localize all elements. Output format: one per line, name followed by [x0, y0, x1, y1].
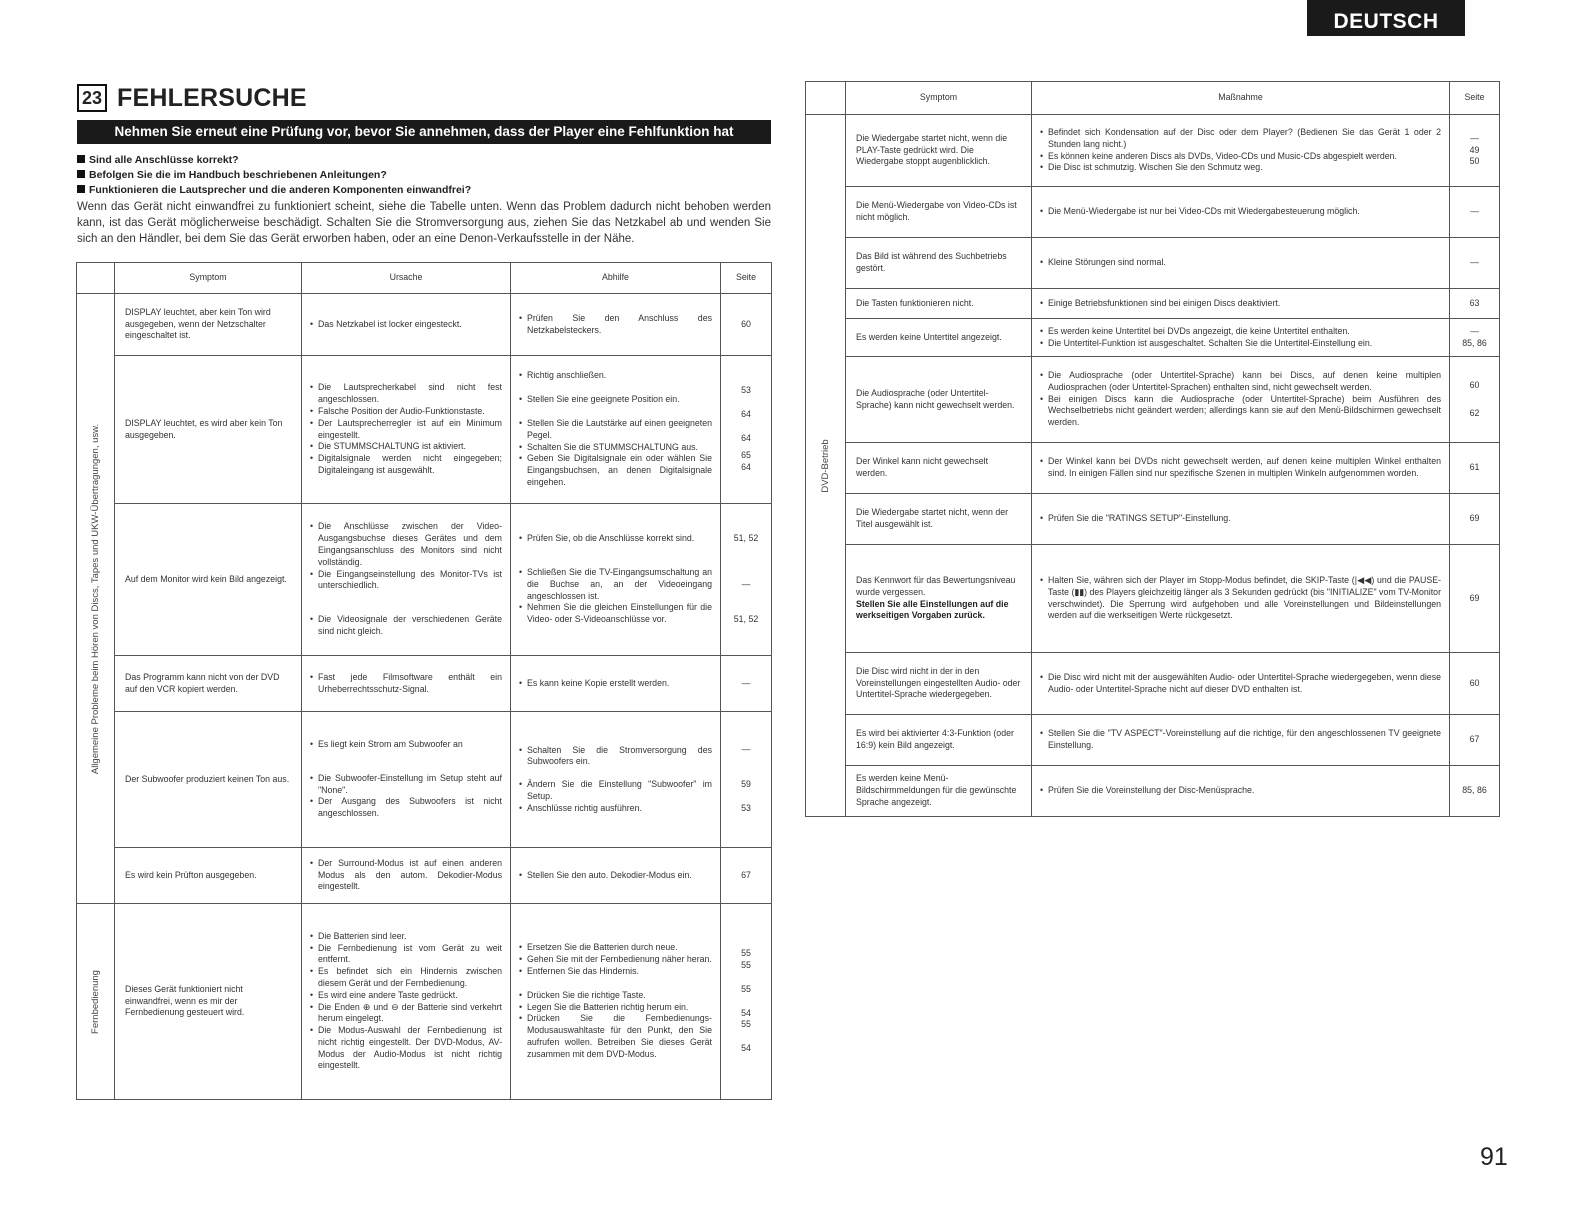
symptom-cell: Die Disc wird nicht in der in den Voreinstellungen eingestellten Audio- oder Untertitel-Sprache wiedergegeben. [846, 653, 1032, 715]
header-measure: Maßnahme [1032, 82, 1450, 115]
page-cell [1450, 715, 1500, 766]
measure-cell [1032, 715, 1450, 766]
page-ref: 60 [1469, 379, 1480, 390]
cause-item: • Fast jede Filmsoftware enthält ein Urheberrechtsschutz-Signal. [310, 672, 502, 696]
table-row [806, 187, 1500, 238]
symptom-cell: Es wird kein Prüfton ausgegeben. [115, 848, 302, 904]
page-cell [1450, 766, 1500, 817]
troubleshooting-table-general [76, 262, 772, 1100]
symptom-cell: DISPLAY leuchtet, aber kein Ton wird ausgegeben, wenn der Netzschalter eingeschaltet ist. [115, 294, 302, 356]
page-ref: 55 [741, 1019, 751, 1030]
cause-cell [302, 356, 511, 504]
table-row [806, 545, 1500, 653]
measure-item: • Die Menü-Wiedergabe ist nur bei Video-CDs mit Wiedergabesteuerung möglich. [1040, 206, 1441, 218]
checklist-item: Sind alle Anschlüsse korrekt? [77, 153, 771, 168]
page-ref: 55 [741, 959, 751, 970]
page-ref: 50 [1469, 156, 1480, 167]
header-cause: Ursache [302, 263, 511, 294]
checklist [77, 153, 771, 198]
measure-cell [1032, 115, 1450, 187]
symptom-cell: Die Tasten funktionieren nicht. [846, 289, 1032, 319]
category-dvd [806, 115, 846, 817]
page-ref: — [741, 677, 751, 688]
symptom-cell [846, 545, 1032, 653]
symptom-cell: Der Winkel kann nicht gewechselt werden. [846, 443, 1032, 494]
page-ref: 85, 86 [1462, 785, 1487, 796]
page-ref: — [1470, 325, 1479, 336]
category-label: DVD-Betrieb [819, 438, 831, 493]
page-ref: 55 [741, 948, 751, 959]
header-page: Seite [1450, 82, 1500, 115]
cause-item: • Der Surround-Modus ist auf einen anderen Modus als den autom. Dekodier-Modus eingestellt. [310, 858, 502, 893]
measure-item: • Prüfen Sie die Voreinstellung der Disc-Menüsprache. [1040, 785, 1441, 797]
page-ref: — [1470, 206, 1479, 217]
remedy-cell [511, 356, 721, 504]
category-general [77, 294, 115, 904]
cause-item: • Die Videosignale der verschiedenen Geräte sind nicht gleich. [310, 614, 502, 638]
measure-item: • Prüfen Sie die "RATINGS SETUP"-Einstellung. [1040, 513, 1441, 525]
table-row [806, 653, 1500, 715]
cause-item: • Es liegt kein Strom am Subwoofer an [310, 739, 502, 751]
remedy-item: • Gehen Sie mit der Fernbedienung näher heran. [519, 954, 712, 966]
cause-item: • Falsche Position der Audio-Funktionstaste. [310, 406, 502, 418]
remedy-item: • Legen Sie die Batterien richtig herum ein. [519, 1002, 712, 1014]
symptom-cell: Es werden keine Menü-Bildschirmmeldungen für die gewünschte Sprache angezeigt. [846, 766, 1032, 817]
cause-cell [302, 656, 511, 712]
measure-cell [1032, 357, 1450, 443]
measure-cell [1032, 289, 1450, 319]
cause-item: • Die Modus-Auswahl der Fernbedienung ist nicht richtig eingestellt. Der DVD-Modus, AV-Modus der Audio-Modus ist nicht richtig eingestellt. [310, 1025, 502, 1072]
category-label: Allgemeine Probleme beim Hören von Discs, Tapes und UKW-Übertragungen, usw. [89, 423, 101, 774]
page-number: 91 [1480, 1143, 1508, 1171]
page-cell [721, 356, 772, 504]
page-ref: 55 [741, 983, 751, 994]
page-ref: 67 [741, 869, 751, 880]
remedy-item: • Schließen Sie die TV-Eingangsumschaltung an die Buchse an, an der Videoeingang angeschlossen ist. [519, 567, 712, 602]
measure-item: • Die Untertitel-Funktion ist ausgeschaltet. Schalten Sie die Untertitel-Einstellung ein. [1040, 338, 1441, 350]
table-row [77, 656, 772, 712]
page-ref: 54 [741, 1007, 751, 1018]
remedy-item: • Nehmen Sie die gleichen Einstellungen für die Video- oder S-Videoanschlüsse vor. [519, 602, 712, 626]
remedy-item: • Stellen Sie den auto. Dekodier-Modus ein. [519, 870, 712, 882]
remedy-cell [511, 294, 721, 356]
remedy-item: • Prüfen Sie, ob die Anschlüsse korrekt sind. [519, 533, 712, 545]
cause-item: • Die Enden ⊕ und ⊖ der Batterie sind verkehrt herum eingelegt. [310, 1002, 502, 1026]
measure-item: • Die Disc wird nicht mit der ausgewählten Audio- oder Untertitel-Sprache wiedergegeben, wenn diese Audio- oder Untertitel-Sprache nicht auf dieser DVD enthalten ist. [1040, 672, 1441, 696]
symptom-cell: Das Programm kann nicht von der DVD auf den VCR kopiert werden. [115, 656, 302, 712]
page-cell [721, 848, 772, 904]
intro-paragraph: Wenn das Gerät nicht einwandfrei zu funktioniert scheint, siehe die Tabelle unten. Wenn das Problem dadurch nicht behoben werden kann, ist das Gerät möglicherweise beschädigt. Schalten Sie die Stromversorgung aus, ziehen Sie das Netzkabel ab und wenden Sie sich an den Händler, bei dem Sie das Gerät erworben haben, oder an eine Denon-Verkaufsstelle in der Nähe. [77, 201, 771, 245]
table-row [806, 494, 1500, 545]
page-cell [1450, 357, 1500, 443]
measure-cell [1032, 319, 1450, 357]
language-tab: DEUTSCH [1307, 0, 1465, 36]
measure-cell [1032, 187, 1450, 238]
page-cell [1450, 187, 1500, 238]
remedy-item: • Stellen Sie eine geeignete Position ein. [519, 394, 712, 406]
page-ref: 59 [741, 779, 751, 790]
remedy-item: • Anschlüsse richtig ausführen. [519, 803, 712, 815]
page-ref: — [1470, 257, 1479, 268]
page-ref: — [1470, 132, 1479, 143]
measure-item: • Bei einigen Discs kann die Audiosprache (oder Untertitel-Sprache) beim Ausführen des Wechselbetriebs nicht geändert werden; allerdings kann sie auf den Menü-Bildschirmen gewechselt werden. [1040, 394, 1441, 429]
measure-item: • Die Audiosprache (oder Untertitel-Sprache) kann bei Discs, auf denen keine multiplen Audiosprachen (oder Untertitel-Sprachen) enthalten sind, nicht gewechselt werden. [1040, 370, 1441, 394]
cause-item: • Es befindet sich ein Hindernis zwischen diesem Gerät und der Fernbedienung. [310, 966, 502, 990]
page-ref: 62 [1469, 407, 1480, 418]
cause-item: • Es wird eine andere Taste gedrückt. [310, 990, 502, 1002]
symptom-text: Das Kennwort für das Bewertungsniveau wurde vergessen. [856, 574, 1016, 597]
table-header-row [77, 263, 772, 294]
page-ref: 64 [741, 462, 751, 473]
page-cell [1450, 653, 1500, 715]
category-remote [77, 904, 115, 1100]
table-row [806, 357, 1500, 443]
cause-cell [302, 904, 511, 1100]
page-title: FEHLERSUCHE [117, 83, 307, 112]
page-ref: 53 [741, 802, 751, 813]
page-ref: 63 [1469, 297, 1480, 308]
page-ref: 60 [741, 318, 751, 329]
page-ref: 69 [1469, 513, 1480, 524]
symptom-cell: Auf dem Monitor wird kein Bild angezeigt. [115, 504, 302, 656]
measure-cell [1032, 653, 1450, 715]
measure-item: • Befindet sich Kondensation auf der Disc oder dem Player? (Bedienen Sie das Gerät 1 oder 2 Stunden lang nicht.) [1040, 127, 1441, 151]
measure-cell [1032, 766, 1450, 817]
measure-item: • Stellen Sie die "TV ASPECT"-Voreinstellung auf die richtige, für den angeschlossenen TV geeignete Einstellung. [1040, 728, 1441, 752]
checklist-item: Befolgen Sie die im Handbuch beschriebenen Anleitungen? [77, 168, 771, 183]
measure-item: • Der Winkel kann bei DVDs nicht gewechselt werden, auf denen keine multiplen Winkel enthalten sind. In einigen Fällen sind nur spezifische Szenen in multiplen Winkeln aufgenommen worden. [1040, 456, 1441, 480]
symptom-cell: Das Bild ist während des Suchbetriebs gestört. [846, 238, 1032, 289]
symptom-cell: Die Wiedergabe startet nicht, wenn die PLAY-Taste gedrückt wird. Die Wiedergabe stoppt augenblicklich. [846, 115, 1032, 187]
table-row [77, 504, 772, 656]
measure-item: • Einige Betriebsfunktionen sind bei einigen Discs deaktiviert. [1040, 298, 1441, 310]
remedy-item: • Geben Sie Digitalsignale ein oder wählen Sie Eingangsbuchsen, an denen Digitalsignale eingehen. [519, 453, 712, 488]
table-row [806, 443, 1500, 494]
table-header-row [806, 82, 1500, 115]
cause-cell [302, 848, 511, 904]
category-label: Fernbedienung [89, 969, 101, 1034]
page-cell [1450, 319, 1500, 357]
remedy-item: • Ersetzen Sie die Batterien durch neue. [519, 942, 712, 954]
page-ref: 60 [1469, 677, 1480, 688]
remedy-item: • Schalten Sie die Stromversorgung des Subwoofers ein. [519, 745, 712, 769]
remedy-item: • Schalten Sie die STUMMSCHALTUNG aus. [519, 442, 712, 454]
cause-item: • Die Lautsprecherkabel sind nicht fest angeschlossen. [310, 382, 502, 406]
header-symptom: Symptom [115, 263, 302, 294]
remedy-item: • Drücken Sie die richtige Taste. [519, 990, 712, 1002]
page-cell [1450, 289, 1500, 319]
symptom-cell: DISPLAY leuchtet, es wird aber kein Ton ausgegeben. [115, 356, 302, 504]
remedy-item: • Stellen Sie die Lautstärke auf einen geeigneten Pegel. [519, 418, 712, 442]
page-ref: — [741, 744, 751, 755]
measure-cell [1032, 545, 1450, 653]
symptom-cell: Die Menü-Wiedergabe von Video-CDs ist nicht möglich. [846, 187, 1032, 238]
symptom-reset-note: Stellen Sie alle Einstellungen auf die werkseitigen Vorgaben zurück. [856, 598, 1009, 621]
remedy-item: • Es kann keine Kopie erstellt werden. [519, 678, 712, 690]
table-row [77, 712, 772, 848]
header-page: Seite [721, 263, 772, 294]
cause-item: • Digitalsignale werden nicht eingegeben; Digitaleingang ist ausgewählt. [310, 453, 502, 477]
measure-item: • Es werden keine Untertitel bei DVDs angezeigt, die keine Untertitel enthalten. [1040, 326, 1441, 338]
page-cell [1450, 238, 1500, 289]
remedy-item: • Richtig anschließen. [519, 370, 712, 382]
table-row [77, 848, 772, 904]
page-ref: 64 [741, 408, 751, 419]
page-cell [1450, 545, 1500, 653]
header-remedy: Abhilfe [511, 263, 721, 294]
warning-banner: Nehmen Sie erneut eine Prüfung vor, bevor Sie annehmen, dass der Player eine Fehlfunktion hat [77, 120, 771, 144]
symptom-cell: Dieses Gerät funktioniert nicht einwandfrei, wenn es mir der Fernbedienung gesteuert wird. [115, 904, 302, 1100]
cause-item: • Die Subwoofer-Einstellung im Setup steht auf "None". [310, 773, 502, 797]
cause-cell [302, 504, 511, 656]
header-category [77, 263, 115, 294]
remedy-cell [511, 848, 721, 904]
page-cell [721, 904, 772, 1100]
measure-item: • Es können keine anderen Discs als DVDs, Video-CDs und Music-CDs abgespielt werden. [1040, 151, 1441, 163]
cause-item: • Das Netzkabel ist locker eingesteckt. [310, 319, 502, 331]
page-ref: 67 [1469, 734, 1480, 745]
page-ref: 51, 52 [733, 614, 759, 625]
remedy-cell [511, 712, 721, 848]
cause-item: • Die Eingangseinstellung des Monitor-TVs ist unterschiedlich. [310, 569, 502, 593]
table-row [806, 319, 1500, 357]
page-ref: 51, 52 [733, 532, 759, 543]
symptom-cell: Die Audiosprache (oder Untertitel-Sprache) kann nicht gewechselt werden. [846, 357, 1032, 443]
cause-cell [302, 712, 511, 848]
symptom-cell: Es wird bei aktivierter 4:3-Funktion (oder 16:9) kein Bild angezeigt. [846, 715, 1032, 766]
cause-item: • Der Lautsprecherregler ist auf ein Minimum eingestellt. [310, 418, 502, 442]
page-ref: 69 [1469, 592, 1480, 603]
cause-item: • Der Ausgang des Subwoofers ist nicht angeschlossen. [310, 796, 502, 820]
measure-cell [1032, 443, 1450, 494]
page-cell [721, 504, 772, 656]
cause-item: • Die STUMMSCHALTUNG ist aktiviert. [310, 441, 502, 453]
page-cell [721, 294, 772, 356]
symptom-cell: Es werden keine Untertitel angezeigt. [846, 319, 1032, 357]
measure-item: • Die Disc ist schmutzig. Wischen Sie den Schmutz weg. [1040, 162, 1441, 174]
remedy-item: • Prüfen Sie den Anschluss des Netzkabelsteckers. [519, 313, 712, 337]
page-ref: 54 [741, 1043, 751, 1054]
page-ref: 53 [741, 385, 751, 395]
remedy-item: • Ändern Sie die Einstellung "Subwoofer" im Setup. [519, 779, 712, 803]
checklist-item: Funktionieren die Lautsprecher und die anderen Komponenten einwandfrei? [77, 183, 771, 198]
remedy-item: • Entfernen Sie das Hindernis. [519, 966, 712, 978]
table-row [806, 289, 1500, 319]
table-row [77, 904, 772, 1100]
page-cell [1450, 115, 1500, 187]
page-ref: 64 [741, 432, 751, 443]
table-row [806, 238, 1500, 289]
symptom-cell: Die Wiedergabe startet nicht, wenn der Titel ausgewählt ist. [846, 494, 1032, 545]
remedy-cell [511, 656, 721, 712]
cause-item: • Die Fernbedienung ist vom Gerät zu weit entfernt. [310, 943, 502, 967]
header-symptom: Symptom [846, 82, 1032, 115]
header-category [806, 82, 846, 115]
section-title [77, 82, 307, 114]
troubleshooting-table-dvd [805, 81, 1500, 817]
page-cell [721, 712, 772, 848]
cause-cell [302, 294, 511, 356]
cause-item: • Die Anschlüsse zwischen der Video-Ausgangsbuchse dieses Gerätes und dem Eingangsanschluss des Monitors sind nicht vollständig. [310, 521, 502, 568]
remedy-cell [511, 504, 721, 656]
table-row [806, 715, 1500, 766]
page-cell [1450, 443, 1500, 494]
page-ref: 61 [1469, 462, 1480, 473]
measure-cell [1032, 494, 1450, 545]
page-cell [1450, 494, 1500, 545]
section-number: 23 [77, 84, 107, 112]
page-ref: 65 [741, 450, 751, 461]
symptom-cell: Der Subwoofer produziert keinen Ton aus. [115, 712, 302, 848]
page-ref: 49 [1469, 144, 1480, 155]
page-ref: — [741, 578, 751, 589]
table-row [806, 115, 1500, 187]
page-cell [721, 656, 772, 712]
measure-item: • Halten Sie, währen sich der Player im Stopp-Modus befindet, die SKIP-Taste (|◀◀) und die PAUSE-Taste (▮▮) des Players gleichzeitig länger als 3 Sekunden gedrückt (bis "INITIALIZE" vom TV-Monitor verschwindet). Die Sperrung wird aufgehoben und alle Voreinstellungen und Bildeinstellungen werden auf die werkseitigen Werte rückgesetzt. [1040, 575, 1441, 622]
table-row [77, 294, 772, 356]
measure-cell [1032, 238, 1450, 289]
table-row [77, 356, 772, 504]
cause-item: • Die Batterien sind leer. [310, 931, 502, 943]
table-row [806, 766, 1500, 817]
remedy-item: • Drücken Sie die Fernbedienungs-Modusauswahltaste für den Punkt, den Sie aufrufen wollen. Betreiben Sie dieses Gerät zusammen mit dem DVD-Modus. [519, 1013, 712, 1060]
remedy-cell [511, 904, 721, 1100]
page-ref: 85, 86 [1462, 337, 1487, 348]
measure-item: • Kleine Störungen sind normal. [1040, 257, 1441, 269]
